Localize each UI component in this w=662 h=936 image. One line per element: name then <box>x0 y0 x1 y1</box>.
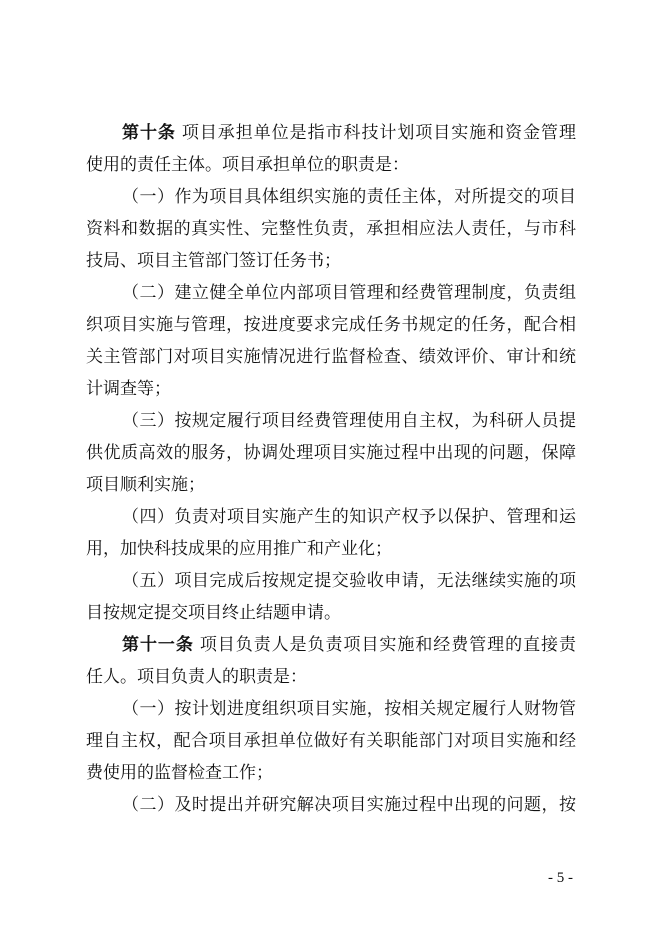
text-line: 理自主权，配合项目承担单位做好有关职能部门对项目实施和经 <box>86 731 576 751</box>
text-line: 项目顺利实施； <box>86 475 205 495</box>
text-line: （一）作为项目具体组织实施的责任主体，对所提交的项目 <box>122 187 576 207</box>
article-11-first-line: 第十一条 项目负责人是负责项目实施和经费管理的直接责 <box>122 635 577 655</box>
page-number: - 5 - <box>548 870 573 886</box>
text-line: （二）建立健全单位内部项目管理和经费管理制度，负责组 <box>122 283 576 303</box>
text-line: （五）项目完成后按规定提交验收申请，无法继续实施的项 <box>122 571 576 591</box>
text-line: 任人。项目负责人的职责是： <box>86 667 307 687</box>
text-line: 计调查等； <box>86 379 171 399</box>
article-10-heading: 第十条 <box>122 123 176 143</box>
text-line: 用，加快科技成果的应用推广和产业化； <box>86 539 392 559</box>
article-11-heading: 第十一条 <box>122 635 194 655</box>
text-line: 技局、项目主管部门签订任务书； <box>86 251 341 271</box>
text-line: 费使用的监督检查工作； <box>86 763 273 783</box>
text-line: （三）按规定履行项目经费管理使用自主权，为科研人员提 <box>122 411 576 431</box>
text-line: （二）及时提出并研究解决项目实施过程中出现的问题，按 <box>122 795 576 815</box>
text-line: （四）负责对项目实施产生的知识产权予以保护、管理和运 <box>122 507 576 527</box>
text-line: 资料和数据的真实性、完整性负责，承担相应法人责任，与市科 <box>86 219 576 239</box>
text-line: 织项目实施与管理，按进度要求完成任务书规定的任务，配合相 <box>86 315 576 335</box>
text-line: 供优质高效的服务，协调处理项目实施过程中出现的问题，保障 <box>86 443 576 463</box>
article-10-first-line: 第十条 项目承担单位是指市科技计划项目实施和资金管理 <box>122 123 576 143</box>
text-line: 目按规定提交项目终止结题申请。 <box>86 603 341 623</box>
document-body <box>86 117 576 821</box>
text-line: 关主管部门对项目实施情况进行监督检查、绩效评价、审计和统 <box>86 347 576 367</box>
text-line: 使用的责任主体。项目承担单位的职责是： <box>86 155 409 175</box>
text-line: （一）按计划进度组织项目实施，按相关规定履行人财物管 <box>122 699 576 719</box>
